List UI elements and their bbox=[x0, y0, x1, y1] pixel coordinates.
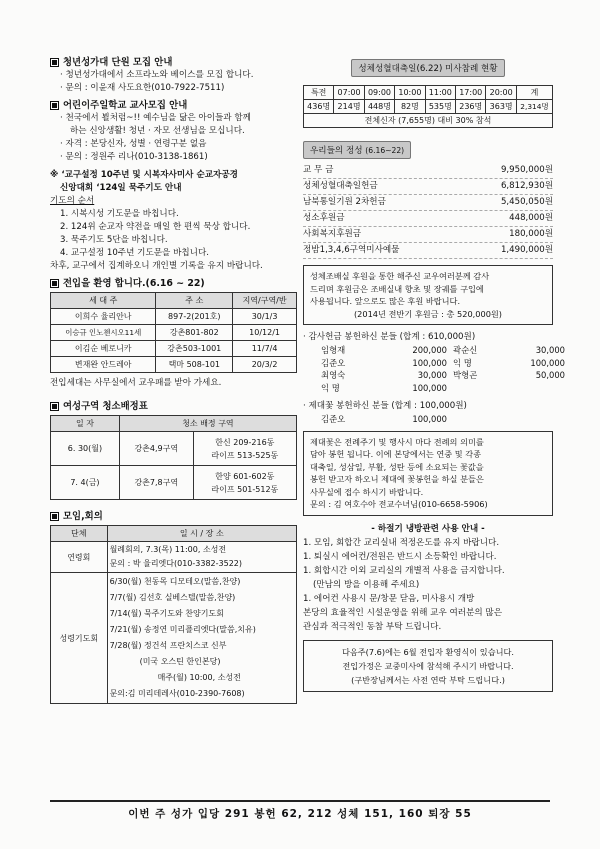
table-cell: 성령기도회 bbox=[51, 573, 108, 704]
table-cell: 11/7/4 bbox=[233, 341, 297, 357]
school-line: · 천국에서 뵐처럼~!! 예수님을 닮은 아이들과 함께 bbox=[60, 113, 251, 123]
table-header-row bbox=[51, 416, 297, 432]
meeting-line: 7/7(월) 김선호 실베스텔(말씀,찬양) bbox=[109, 593, 236, 602]
donor-amount: 100,000 bbox=[412, 357, 447, 368]
prayer-heading-cont: 신앙대회 ‘124일 묵주기도 안내 bbox=[60, 183, 182, 193]
meetings-title-row bbox=[50, 510, 297, 523]
offerings-title: 우리들의 정성 bbox=[310, 146, 363, 156]
cleaning-detail: 라이프 501-512동 bbox=[211, 484, 279, 494]
offerings-title-pill bbox=[303, 141, 411, 159]
next-week-line: (구반장님께서는 사전 연락 부탁 드립니다.) bbox=[351, 674, 505, 685]
donor-amount: 100,000 bbox=[412, 382, 447, 393]
cleaning-section bbox=[50, 400, 297, 500]
table-cell: 236명 bbox=[456, 100, 486, 114]
table-cell: 택마 508-101 bbox=[156, 357, 233, 373]
hall-line: 관심과 적극적인 동참 부탁 드립니다. bbox=[303, 621, 442, 632]
donor-name: 최영숙 bbox=[321, 370, 346, 380]
square-bullet-icon bbox=[50, 402, 59, 411]
move-in-title: 전입을 환영 합니다.(6.16 ~ 22) bbox=[63, 278, 205, 289]
square-bullet-icon bbox=[50, 512, 59, 521]
prayer-step: 4. 교구설정 10주년 기도문을 바칩니다. bbox=[60, 248, 210, 258]
meeting-line: (미국 오스틴 한인본당) bbox=[139, 657, 221, 666]
cleaning-table bbox=[50, 415, 297, 500]
list-item bbox=[303, 179, 553, 195]
table-cell bbox=[107, 542, 296, 573]
table-cell: 이희수 율리안나 bbox=[51, 309, 156, 325]
flower-grid bbox=[303, 413, 553, 426]
choir-line: · 청년성가대에서 소프라노와 베이스를 모집 합니다. bbox=[60, 70, 254, 80]
hall-line: 1. 에어컨 사용시 문/창문 닫음, 미사용시 개방 bbox=[303, 593, 475, 604]
school-qualification: · 자격 : 본당신자, 성별 · 연령구분 없음 bbox=[60, 139, 207, 149]
meeting-line: 월례회의, 7.3(목) 11:00, 소성전 bbox=[109, 545, 227, 554]
next-week-box bbox=[303, 640, 553, 692]
table-cell: 변재완 안드레아 bbox=[51, 357, 156, 373]
meeting-line: 매주(월) 10:00, 소성전 bbox=[157, 673, 241, 682]
column-header: 20:00 bbox=[486, 86, 516, 100]
square-bullet-icon bbox=[50, 58, 59, 67]
cleaning-title-row bbox=[50, 400, 297, 413]
school-title-row bbox=[50, 99, 297, 112]
next-week-line: 전입가정은 교중미사에 참석해 주시기 바랍니다. bbox=[342, 660, 514, 671]
prayer-note: 차후, 교구에서 집계하오니 개인별 기록을 유지 바랍니다. bbox=[50, 261, 263, 271]
column-header: 세 대 주 bbox=[51, 293, 156, 309]
column-header: 일 시 / 장 소 bbox=[107, 526, 296, 542]
hall-line: 1. 회합시간 이외 교리실의 개별적 사용을 금지합니다. bbox=[303, 565, 505, 576]
table-cell: 7. 4(금) bbox=[51, 466, 120, 500]
offering-value: 448,000원 bbox=[509, 213, 553, 223]
flower-line: 대축일, 성삼일, 부활, 성탄 등에 소요되는 꽃값을 bbox=[310, 461, 484, 472]
meeting-line: 문의:김 미리데레사(010-2390-7608) bbox=[109, 689, 245, 698]
donor-amount: 100,000 bbox=[530, 357, 565, 368]
column-header: 청소 배정 구역 bbox=[119, 416, 296, 432]
altar-line: 성체조배실 후원을 통한 해주신 교우여러분께 감사 bbox=[310, 271, 490, 281]
attendance-total: 전체신자 (7,655명) 대비 30% 참석 bbox=[304, 114, 553, 128]
donor-name: 익 명 bbox=[321, 382, 340, 393]
table-cell: 6. 30(월) bbox=[51, 432, 120, 466]
meeting-line: 7/21(월) 송정연 미리플리엣다(말씀,치유) bbox=[109, 625, 256, 634]
meeting-line: 문의 : 박 율리엣다(010-3382-3522) bbox=[109, 559, 243, 568]
hall-line: 1. 모임, 회합간 교리실내 적정온도를 유지 바랍니다. bbox=[303, 537, 500, 548]
column-header: 특전 bbox=[304, 86, 334, 100]
prayer-notice bbox=[50, 169, 297, 273]
column-header: 지역/구역/반 bbox=[233, 293, 297, 309]
table-cell: 436명 bbox=[304, 100, 334, 114]
prayer-step: 3. 묵주기도 5단을 바칩니다. bbox=[60, 235, 168, 245]
altar-line: 드리며 후원금은 조배실내 향초 및 장궤틀 구입에 bbox=[310, 283, 484, 294]
flower-line: 봉헌 받고자 하오니 제대에 꽃봉헌을 하실 분들은 bbox=[310, 474, 484, 484]
school-title: 어린이주일학교 교사모집 안내 bbox=[63, 100, 188, 111]
choir-title: 청년성가대 단원 모집 안내 bbox=[63, 57, 173, 68]
prayer-step: 2. 124위 순교자 약전을 매일 한 편씩 묵상 합니다. bbox=[60, 222, 251, 232]
offering-label: 정밤1,3,4,6구역미사예물 bbox=[303, 245, 400, 255]
choir-title-row bbox=[50, 56, 297, 69]
move-in-title-row bbox=[50, 277, 297, 290]
hymn-footer bbox=[50, 800, 550, 821]
left-column bbox=[50, 48, 297, 704]
table-cell: 535명 bbox=[425, 100, 455, 114]
table-cell: 강촌503-1001 bbox=[156, 341, 233, 357]
cleaning-detail: 라이프 513-525동 bbox=[211, 450, 279, 460]
table-row bbox=[51, 573, 297, 704]
choir-notice bbox=[50, 56, 297, 95]
flower-notice-box bbox=[303, 431, 553, 516]
attendance-table bbox=[303, 85, 553, 128]
offering-value: 180,000원 bbox=[509, 229, 553, 239]
donor-amount: 50,000 bbox=[535, 370, 565, 380]
table-cell bbox=[107, 573, 296, 704]
prayer-order-title: 기도의 순서 bbox=[50, 196, 95, 206]
meetings-section bbox=[50, 510, 297, 704]
table-row bbox=[51, 357, 297, 373]
table-cell: 20/3/2 bbox=[233, 357, 297, 373]
column-header: 주 소 bbox=[156, 293, 233, 309]
table-cell: 2,314명 bbox=[516, 100, 552, 114]
attendance-title: 성체성혈대축일(6.22) 미사참례 현황 bbox=[351, 59, 504, 77]
right-column bbox=[303, 48, 565, 692]
cleaning-detail: 한양 601-602동 bbox=[215, 471, 275, 481]
sunday-school-notice bbox=[50, 99, 297, 164]
table-cell: 82명 bbox=[395, 100, 425, 114]
table-cell: 30/1/3 bbox=[233, 309, 297, 325]
flower-line: 사무실에 접수 하시기 바랍니다. bbox=[310, 486, 424, 497]
move-in-note: 전입세대는 사무실에서 교우패를 받아 가세요. bbox=[50, 378, 222, 388]
flower-line: 제대꽃은 전례주기 및 행사시 마다 전례의 의미를 bbox=[310, 436, 484, 447]
donor-amount: 30,000 bbox=[417, 370, 447, 380]
donor-name: 익 명 bbox=[453, 357, 472, 368]
table-cell: 강촌7,8구역 bbox=[119, 466, 193, 500]
table-row bbox=[51, 466, 297, 500]
offerings-header bbox=[303, 138, 553, 159]
table-header-row bbox=[51, 526, 297, 542]
meeting-line: 6/30(월) 천동목 디모테오(말씀,찬양) bbox=[109, 577, 241, 586]
choir-contact: · 문의 : 이윤재 사도요한(010-7922-7511) bbox=[60, 83, 225, 93]
offering-value: 6,812,930원 bbox=[500, 181, 553, 191]
table-row bbox=[304, 114, 553, 128]
donor-name: 김준오 bbox=[321, 414, 346, 424]
hall-notice bbox=[303, 522, 553, 634]
table-cell: 연령회 bbox=[51, 542, 108, 573]
square-bullet-icon bbox=[50, 279, 59, 288]
flower-line: 담아 봉헌 됩니다. 이에 본당에서는 연중 및 각종 bbox=[310, 449, 482, 459]
hall-line: (만남의 방을 이용해 주세요) bbox=[313, 579, 420, 590]
meetings-title: 모임,회의 bbox=[63, 511, 103, 522]
offerings-period: (6.16~22) bbox=[365, 146, 405, 155]
column-header: 11:00 bbox=[425, 86, 455, 100]
next-week-line: 다음주(7.6)에는 6월 전입자 환영식이 있습니다. bbox=[341, 646, 515, 657]
offering-value: 5,450,050원 bbox=[500, 197, 553, 207]
hall-title: - 하절기 냉방관련 사용 안내 - bbox=[371, 523, 485, 534]
offerings-list bbox=[303, 163, 553, 259]
table-cell: 강촌801-802 bbox=[156, 325, 233, 341]
list-item bbox=[303, 195, 553, 211]
flower-title: · 제대꽃 봉헌하신 분들 (합계 : 100,000원) bbox=[303, 401, 467, 411]
table-cell: 214명 bbox=[334, 100, 364, 114]
hall-line: 본당의 효율적인 시설운영을 위해 교우 여러분의 많은 bbox=[303, 607, 503, 618]
donor-name: 박형곤 bbox=[453, 370, 478, 380]
offering-label: 교 무 금 bbox=[303, 165, 334, 175]
table-row bbox=[51, 325, 297, 341]
column-header: 07:00 bbox=[334, 86, 364, 100]
donor-name: 곽순신 bbox=[453, 345, 478, 355]
cleaning-title: 여성구역 청소배정표 bbox=[63, 401, 148, 412]
offering-label: 남북통일기원 2차헌금 bbox=[303, 197, 386, 207]
table-row bbox=[51, 309, 297, 325]
column-header: 17:00 bbox=[456, 86, 486, 100]
square-bullet-icon bbox=[50, 101, 59, 110]
school-line: 하는 신앙생활! 청년 · 자모 선생님을 모십니다. bbox=[70, 126, 245, 136]
column-header: 09:00 bbox=[364, 86, 394, 100]
move-in-section bbox=[50, 277, 297, 390]
flower-contact: 문의 : 김 여호수아 전교수녀님(010-6658-5906) bbox=[310, 499, 488, 509]
table-cell: 강촌4,9구역 bbox=[119, 432, 193, 466]
donor-name: 임형재 bbox=[321, 345, 346, 355]
offering-label: 성소후원금 bbox=[303, 213, 345, 223]
column-header: 단체 bbox=[51, 526, 108, 542]
table-cell bbox=[193, 432, 296, 466]
column-header: 10:00 bbox=[395, 86, 425, 100]
table-header-row bbox=[51, 293, 297, 309]
table-cell: 10/12/1 bbox=[233, 325, 297, 341]
table-cell: 897-2(201호) bbox=[156, 309, 233, 325]
meeting-line: 7/28(월) 정건석 프란치스코 신부 bbox=[109, 641, 227, 650]
table-header-row bbox=[304, 86, 553, 100]
hall-line: 1. 퇴실시 에어컨/전원은 반드시 소등확인 바랍니다. bbox=[303, 551, 497, 562]
donor-name: 김준오 bbox=[321, 357, 346, 368]
list-item bbox=[303, 227, 553, 243]
altar-line: 사용됩니다. 앞으로도 많은 후원 바랍니다. bbox=[310, 296, 461, 306]
meetings-table bbox=[50, 525, 297, 704]
offering-value: 9,950,000원 bbox=[500, 165, 553, 175]
table-cell: 363명 bbox=[486, 100, 516, 114]
bulletin-content bbox=[50, 48, 565, 818]
list-item bbox=[303, 243, 553, 259]
prayer-heading: ※ ‘교구설정 10주년 및 시복자사미사 순교자공경 bbox=[50, 170, 238, 180]
table-cell: 이승규 인노첸시오11세 bbox=[51, 325, 156, 341]
hymn-text: 이번 주 성가 입당 291 봉헌 62, 212 성체 151, 160 퇴장 55 bbox=[128, 808, 472, 820]
table-cell: 448명 bbox=[364, 100, 394, 114]
list-item bbox=[303, 163, 553, 179]
attendance-header bbox=[303, 56, 553, 77]
school-contact: · 문의 : 정원주 리나(010-3138-1861) bbox=[60, 152, 208, 162]
thanks-donors bbox=[303, 331, 565, 394]
table-row bbox=[51, 341, 297, 357]
move-in-table bbox=[50, 292, 297, 373]
table-row bbox=[304, 100, 553, 114]
flower-donors bbox=[303, 400, 553, 426]
cleaning-detail: 한신 209-216동 bbox=[215, 437, 275, 447]
donor-amount: 200,000 bbox=[412, 345, 447, 355]
table-row bbox=[51, 542, 297, 573]
thanks-grid bbox=[303, 344, 565, 394]
prayer-step: 1. 시복시성 기도문을 바칩니다. bbox=[60, 209, 179, 219]
list-item bbox=[303, 211, 553, 227]
offering-value: 1,490,000원 bbox=[500, 245, 553, 255]
thanks-title: · 감사헌금 봉헌하신 분들 (합계 : 610,000원) bbox=[303, 332, 476, 342]
donor-amount: 30,000 bbox=[535, 345, 565, 355]
meeting-line: 7/14(월) 묵주기도와 찬양기도회 bbox=[109, 609, 224, 618]
column-header: 일 자 bbox=[51, 416, 120, 432]
column-header: 계 bbox=[516, 86, 552, 100]
table-cell bbox=[193, 466, 296, 500]
altar-notice-box bbox=[303, 265, 553, 325]
offering-label: 성체성혈대축일헌금 bbox=[303, 181, 378, 191]
altar-total: (2014년 전반기 후원금 : 총 520,000원) bbox=[353, 308, 503, 319]
donor-amount: 100,000 bbox=[412, 414, 447, 424]
table-row bbox=[51, 432, 297, 466]
table-cell: 이김순 베로니카 bbox=[51, 341, 156, 357]
offering-label: 사회복지후원금 bbox=[303, 229, 362, 239]
